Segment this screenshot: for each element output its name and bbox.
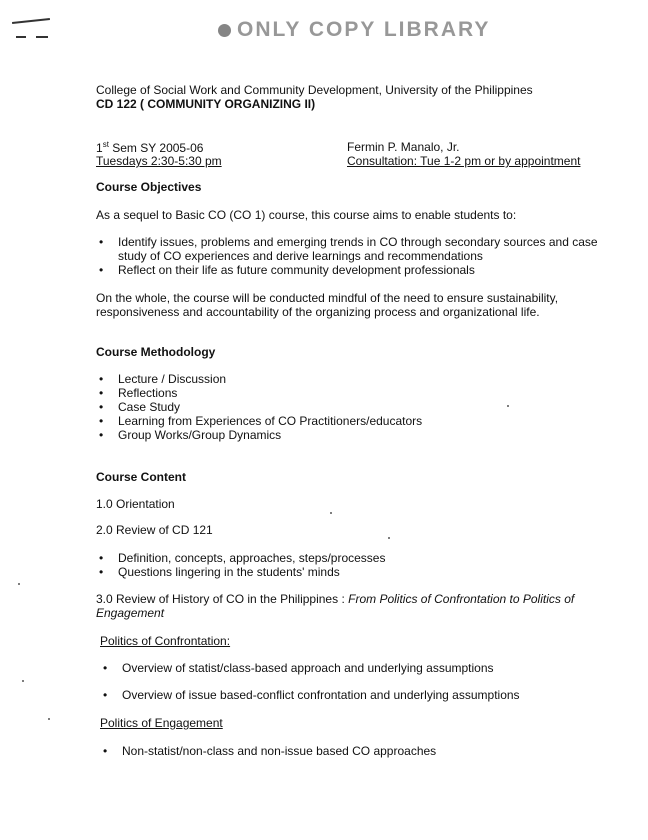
stamp-dot-icon (218, 24, 231, 37)
list-item: • Lecture / Discussion (96, 372, 422, 386)
scan-speck (48, 718, 50, 720)
scan-speck (18, 583, 20, 585)
list-item: • Definition, concepts, approaches, steps/processes (96, 551, 385, 565)
stamp-text: ONLY COPY LIBRARY (237, 18, 491, 41)
instructor-name: Fermin P. Manalo, Jr. (347, 140, 460, 154)
section-orientation: 1.0 Orientation (96, 497, 175, 511)
scan-speck (388, 537, 390, 539)
consultation-hours: Consultation: Tue 1-2 pm or by appointment (347, 154, 581, 168)
list-item: • Overview of issue based-conflict confrontation and underlying assumptions (100, 688, 520, 702)
list-item: • Learning from Experiences of CO Practitioners/educators (96, 414, 422, 428)
scan-speck (507, 405, 509, 407)
list-item: • Group Works/Group Dynamics (96, 428, 422, 442)
review-cd121-list (96, 551, 385, 579)
semester-line: 1st Sem SY 2005-06 (96, 140, 204, 155)
scan-speck (22, 680, 24, 682)
scan-speck (330, 512, 332, 514)
section-history-co: 3.0 Review of History of CO in the Philippines : From Politics of Confrontation to Politics of Engagement (96, 592, 575, 620)
list-item: • Non-statist/non-class and non-issue based CO approaches (100, 744, 436, 758)
objectives-list (96, 235, 606, 277)
confrontation-list (100, 661, 520, 702)
list-item: • Reflect on their life as future community development professionals (96, 263, 606, 277)
objectives-intro: As a sequel to Basic CO (CO 1) course, this course aims to enable students to: (96, 208, 517, 222)
objectives-heading: Course Objectives (96, 180, 202, 194)
library-stamp (218, 18, 490, 42)
list-item: • Questions lingering in the students' minds (96, 565, 385, 579)
list-item: • Overview of statist/class-based approach and underlying assumptions (100, 661, 520, 675)
section-review-cd121: 2.0 Review of CD 121 (96, 523, 213, 537)
scan-mark (16, 36, 26, 38)
schedule-time: Tuesdays 2:30-5:30 pm (96, 154, 222, 168)
course-title: CD 122 ( COMMUNITY ORGANIZING II) (96, 97, 316, 111)
methodology-heading: Course Methodology (96, 345, 216, 359)
engagement-list (100, 744, 436, 758)
scan-mark (36, 36, 48, 38)
list-item: • Case Study (96, 400, 422, 414)
institution-line: College of Social Work and Community Development, University of the Philippines (96, 83, 533, 97)
objectives-closing: On the whole, the course will be conducted mindful of the need to ensure sustainability, responsiveness and accountability of the organizing process and organizational life. (96, 291, 559, 319)
scan-mark (12, 18, 50, 24)
engagement-heading: Politics of Engagement (100, 716, 223, 730)
list-item: • Identify issues, problems and emerging trends in CO through secondary sources and case study of CO experiences and derive learnings and recommendations (96, 235, 606, 263)
methodology-list (96, 372, 422, 442)
confrontation-heading: Politics of Confrontation: (100, 634, 231, 648)
list-item: • Reflections (96, 386, 422, 400)
content-heading: Course Content (96, 470, 186, 484)
